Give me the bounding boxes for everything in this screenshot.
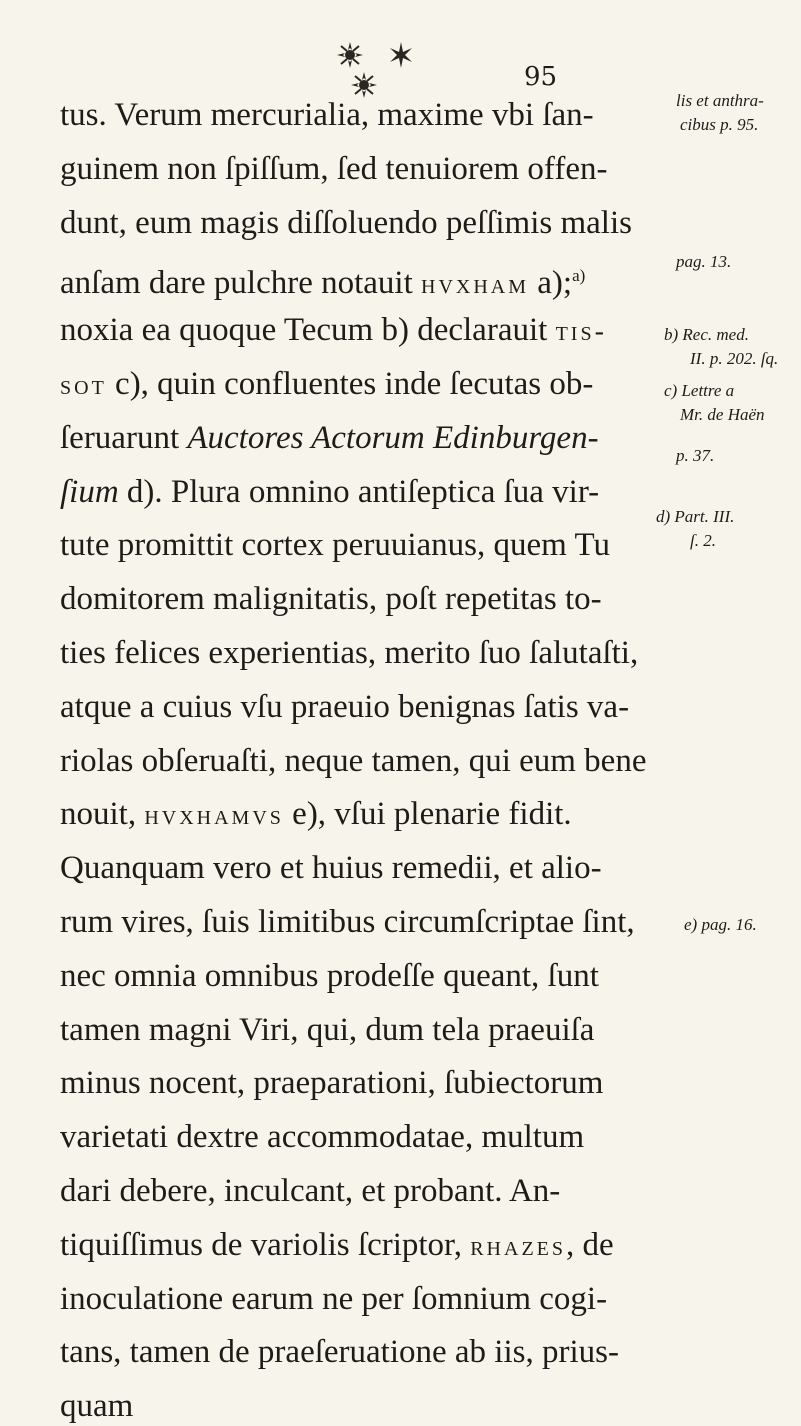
- text-line: [60, 848, 602, 888]
- text-line: [60, 1171, 560, 1211]
- text-run: nec omnia omnibus prodeſſe queant, ſunt: [60, 957, 599, 994]
- text-run: rum vires, ſuis limitibus circumſcriptae ſint,: [60, 904, 635, 940]
- text-run: atque a cuius vſu praeuio benignas ſatis va-: [60, 688, 630, 725]
- text-line: [60, 203, 632, 243]
- text-run: ſium: [60, 473, 119, 510]
- margin-note: Mr. de Haën: [680, 405, 765, 424]
- text-run: dari debere, inculcant, et probant. An-: [60, 1173, 561, 1209]
- text-run: tis-: [555, 316, 607, 348]
- text-line: [60, 956, 599, 996]
- text-line: [60, 256, 585, 305]
- text-run: inoculatione earum ne per ſomnium cogi-: [60, 1280, 608, 1317]
- margin-note: c) Lettre a: [664, 381, 735, 400]
- text-run: riolas obſeruaſti, neque tamen, qui eum bene: [60, 742, 647, 779]
- text-run: ſeruarunt: [60, 419, 188, 456]
- text-run: hvxham: [421, 269, 530, 301]
- text-line: [60, 364, 593, 406]
- text-run: tus. Verum mercurialia, maxime vbi ſan-: [60, 97, 594, 133]
- text-line: [60, 1279, 607, 1319]
- text-line: [60, 1063, 603, 1103]
- text-line: [60, 95, 594, 135]
- text-run: dunt, eum magis diſſoluendo peſſimis malis: [60, 204, 632, 241]
- text-line: [60, 741, 646, 781]
- text-run: sot: [60, 370, 107, 401]
- text-line: [60, 1117, 584, 1157]
- text-line: [60, 418, 599, 458]
- text-run: guinem non ſpiſſum, ſed tenuiorem offen-: [60, 150, 608, 187]
- text-line: [60, 149, 607, 189]
- text-run: , de: [566, 1226, 614, 1263]
- page-number: 95: [524, 62, 558, 92]
- text-run: nouit,: [60, 796, 145, 833]
- text-run: minus nocent, praeparationi, ſubiectorum: [60, 1065, 604, 1102]
- text-run: tiquiſſimus de variolis ſcriptor,: [60, 1226, 471, 1263]
- text-run: domitorem malignitatis, poſt repetitas to-: [60, 581, 602, 618]
- text-run: a);: [529, 265, 573, 302]
- text-line: [60, 794, 572, 836]
- text-run: varietati dextre accommodatae, multum: [60, 1119, 585, 1156]
- fleuron-icon: [335, 40, 365, 70]
- margin-note: lis et anthra-: [676, 91, 764, 110]
- margin-note: b) Rec. med.: [664, 325, 749, 344]
- margin-note: II. p. 202. ſq.: [690, 349, 779, 368]
- text-line: [60, 1010, 594, 1050]
- text-line: [60, 1332, 619, 1372]
- text-line: [60, 902, 635, 942]
- text-run: ties felices experientias, merito ſuo ſalutaſti,: [60, 635, 639, 671]
- text-line: [60, 472, 599, 512]
- text-run: tute promittit cortex peruuianus, quem Tu: [60, 527, 610, 564]
- text-run: noxia ea quoque Tecum b) declarauit: [60, 312, 556, 349]
- margin-note: ſ. 2.: [690, 531, 716, 550]
- margin-note: cibus p. 95.: [680, 115, 759, 134]
- margin-note: pag. 13.: [676, 252, 732, 271]
- text-run: tamen magni Viri, qui, dum tela praeuiſa: [60, 1011, 595, 1048]
- text-run: quam: [60, 1388, 134, 1425]
- text-run: rhazes: [470, 1230, 567, 1262]
- text-line: [60, 310, 607, 352]
- margin-note: e) pag. 16.: [684, 915, 757, 934]
- text-line: [60, 633, 638, 673]
- text-line: [60, 1225, 614, 1267]
- text-line: [60, 687, 629, 727]
- text-run: a): [572, 266, 586, 286]
- text-run: tans, tamen de praeſeruatione ab iis, prius-: [60, 1334, 619, 1371]
- text-line: [60, 579, 602, 619]
- text-run: e), vſui plenarie fidit.: [283, 796, 572, 833]
- margin-note: p. 37.: [676, 446, 715, 465]
- text-run: hvxhamvs: [144, 800, 284, 832]
- header-ornaments: [335, 40, 465, 80]
- text-run: Auctores Actorum Edinburgen-: [187, 419, 599, 456]
- star-ornament-icon: [384, 40, 418, 70]
- text-run: anſam dare pulchre notauit: [60, 265, 422, 302]
- text-line: [60, 1386, 133, 1426]
- text-run: c), quin confluentes inde ſecutas ob-: [106, 366, 594, 402]
- text-run: Quanquam vero et huius remedii, et alio-: [60, 850, 602, 887]
- text-run: d). Plura omnino antiſeptica ſua vir-: [118, 473, 600, 510]
- margin-note: d) Part. III.: [656, 507, 735, 526]
- text-line: [60, 525, 610, 565]
